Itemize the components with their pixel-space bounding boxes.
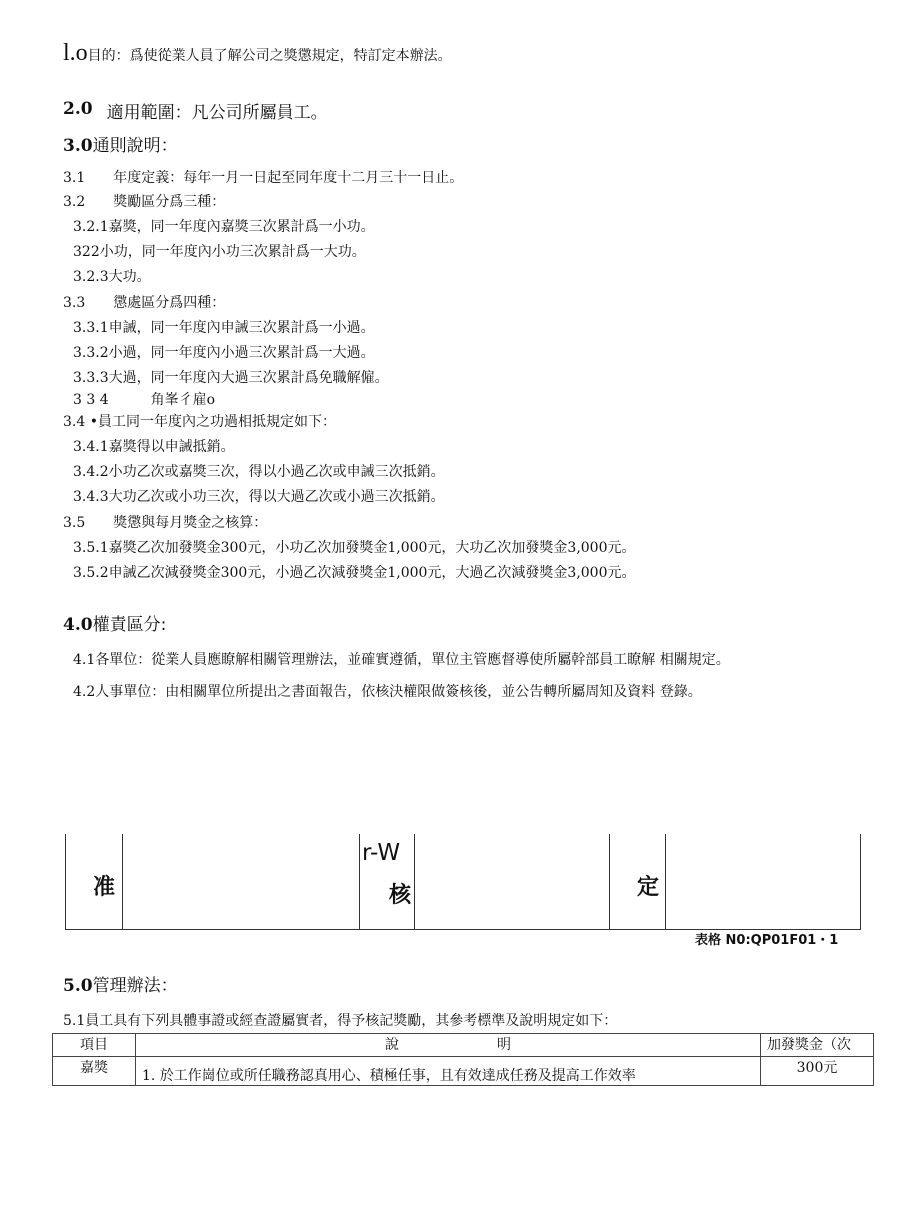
table-cell: 嘉獎 [53,1057,136,1086]
review-top-label: r-W [362,840,401,866]
section-4-text: 權責區分: [92,615,167,635]
rule-3-5-1: 3.5.1嘉獎乙次加發獎金300元，小功乙次加發獎金1,000元，大功乙次加發獎金3,000元。 [73,540,636,556]
table-header-row [53,1034,874,1057]
signature-divider [359,834,360,929]
section-3 [63,136,178,156]
signature-divider [122,834,123,929]
rule-3-4-3: 3.4.3大功乙次或小功三次，得以大過乙次或小過三次抵銷。 [73,489,445,505]
table-header: 項目 [53,1034,136,1057]
rule-3-4-1: 3.4.1嘉獎得以申誡抵銷。 [73,439,235,455]
rule-3-3-2: 3.3.2小過，同一年度內小過三次累計爲一大過。 [73,345,375,361]
rule-3-1: 3.1 年度定義：每年一月一日起至同年度十二月三十一日止。 [63,170,464,186]
signature-block [65,834,861,930]
section-1-number: l.o [63,40,88,66]
rule-3-2-3: 3.2.3大功。 [73,269,151,285]
rule-3-2-1: 3.2.1嘉獎，同一年度內嘉獎三次累計爲一小功。 [73,219,375,235]
section-1 [63,40,452,66]
section-3-number: 3.0 [63,136,93,156]
signature-divider [860,834,861,929]
signature-divider [609,834,610,929]
rule-3-4-2: 3.4.2小功乙次或嘉獎三次，得以小過乙次或申誡三次抵銷。 [73,464,445,480]
table-cell: 1. 於工作崗位或所任職務認真用心、積極任事，且有效達成任務及提高工作效率 [136,1057,761,1086]
table-header: 說 明 [136,1034,761,1057]
section-2-number: 2.0 [63,99,93,119]
rule-3-2: 3.2 獎勵區分爲三種： [63,194,226,210]
reward-table [52,1033,874,1086]
section-3-text: 通則說明： [92,136,178,156]
section-2-text: 適用範圍：凡公司所屬員工。 [106,103,328,123]
section-4 [63,615,166,635]
signature-divider [414,834,415,929]
management-intro: 5.1員工具有下列具體事證或經查證屬實者，得予核記獎勵，其參考標準及說明規定如下： [63,1013,618,1029]
form-code: 表格 N0:QP01F01・1 [695,933,839,948]
section-4-number: 4.0 [63,615,93,635]
section-1-text: 目的：爲使從業人員了解公司之獎懲規定，特訂定本辦法。 [87,48,452,64]
table-cell: 300元 [761,1057,874,1086]
rule-3-2-2: 322小功，同一年度內小功三次累計爲一大功。 [73,244,366,260]
rule-3-3-1: 3.3.1申誡，同一年度內申誡三次累計爲一小過。 [73,320,375,336]
rule-3-3: 3.3 懲處區分爲四種： [63,295,226,311]
rule-3-4: 3.4 •員工同一年度內之功過相抵規定如下： [63,414,336,430]
duty-4-1: 4.1各單位：從業人員應瞭解相關管理辦法，並確實遵循，單位主管應督導使所屬幹部員工瞭解 相關規定。 [73,652,730,668]
section-5-number: 5.0 [63,976,93,996]
signature-divider [665,834,666,929]
rule-3-5-2: 3.5.2申誡乙次減發獎金300元，小過乙次減發獎金1,000元，大過乙次減發獎金3,000元。 [73,565,636,581]
decide-label: 定 [637,875,660,900]
approve-label: 准 [93,875,116,900]
review-label: 核 [389,883,412,908]
rule-3-3-4: 3 3 4 角峯彳雇o [73,392,216,408]
rule-3-3-3: 3.3.3大過，同一年度內大過三次累計爲免職解僱。 [73,370,389,386]
rule-3-5: 3.5 獎懲與每月獎金之核算： [63,515,268,531]
table-row [53,1057,874,1086]
duty-4-2: 4.2人事單位：由相關單位所提出之書面報告，依核決權限做簽核後，並公告轉所屬周知及資料 登錄。 [73,684,702,700]
table-header: 加發獎金（次 [761,1034,874,1057]
section-5 [63,976,178,996]
section-5-text: 管理辦法： [92,976,178,996]
section-2 [63,99,328,123]
